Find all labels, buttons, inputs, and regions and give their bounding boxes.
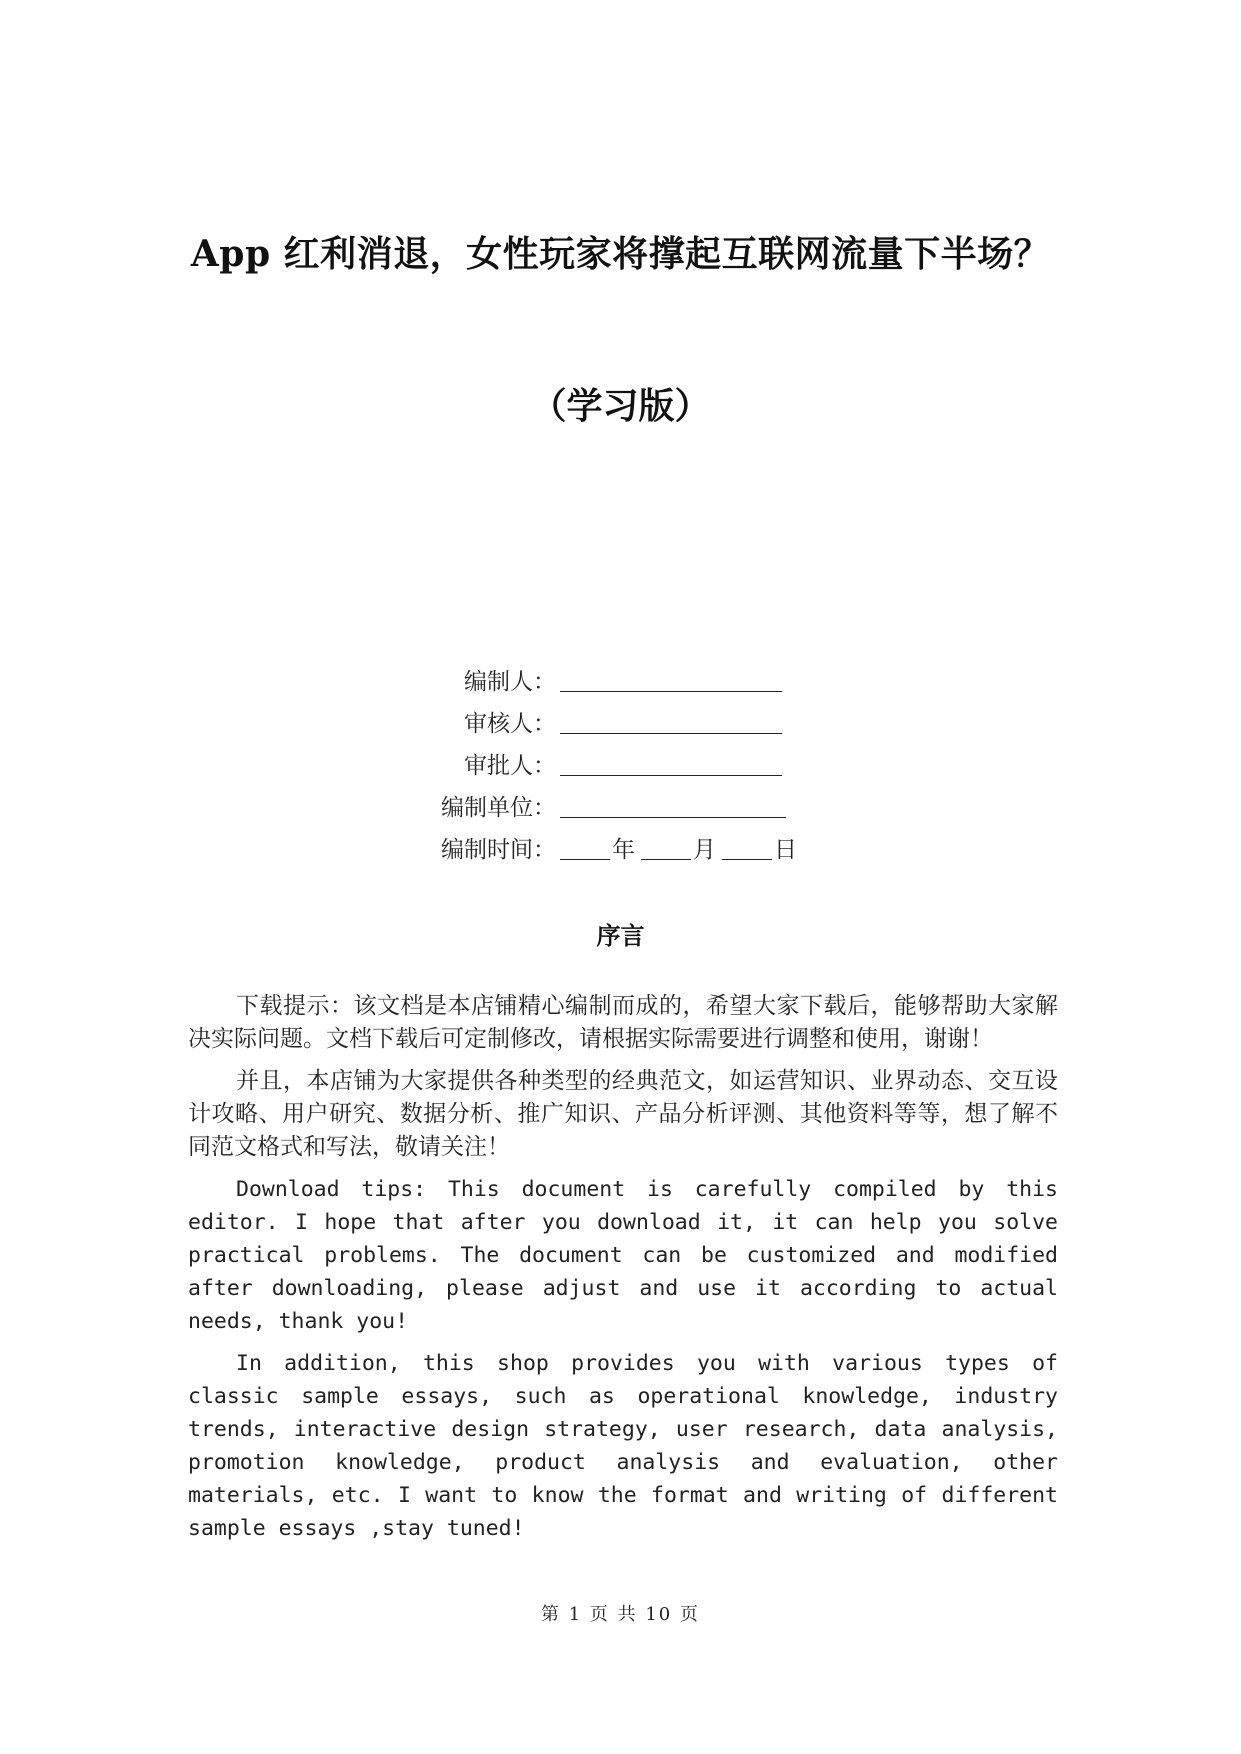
editor-label: 编制人：: [464, 668, 556, 695]
approver-label: 审批人：: [464, 752, 556, 779]
preface-paragraph-en-2: In addition, this shop provides you with various types of classic sample essays, such as operational knowledge, industry trends, interactive design strategy, user research, data analysis, promotion knowledge, product analysis and evaluation, other materials, etc. I want to know the format and writing of different sample essays ,stay tuned!: [188, 1351, 1058, 1541]
editor-blank-line: [560, 667, 782, 692]
document-subtitle: （学习版）: [530, 385, 711, 427]
document-title: App 红利消退，女性玩家将撑起互联网流量下半场？: [190, 233, 1051, 275]
day-blank-line: [722, 835, 772, 860]
preface-paragraph-en-1: Download tips: This document is carefully compiled by this editor. I hope that after you download it, it can help you solve practical problems. The document can be customized and modified after downloading, please adjust and use it according to actual needs, thank you!: [188, 1177, 1058, 1334]
reviewer-blank-line: [560, 709, 782, 734]
approver-row: [440, 742, 860, 784]
month-blank-line: [641, 835, 691, 860]
unit-blank-line: [560, 793, 786, 818]
preface-title: 序言: [596, 921, 645, 950]
preface-body: [188, 990, 1058, 1554]
unit-label: 编制单位：: [441, 794, 556, 821]
reviewer-label: 审核人：: [464, 710, 556, 737]
preface-paragraph-cn-2: 并且，本店铺为大家提供各种类型的经典范文，如运营知识、业界动态、交互设计攻略、用户研究、数据分析、推广知识、产品分析评测、其他资料等等，想了解不同范文格式和写法，敬请关注！: [188, 1068, 1058, 1160]
day-label: 日: [774, 836, 797, 863]
year-blank-line: [560, 835, 610, 860]
month-label: 月: [693, 836, 716, 863]
time-label: 编制时间：: [441, 836, 556, 863]
reviewer-row: [440, 700, 860, 742]
unit-row: [440, 784, 860, 826]
year-label: 年: [612, 836, 635, 863]
preface-paragraph-cn-1: 下载提示：该文档是本店铺精心编制而成的，希望大家下载后，能够帮助大家解决实际问题。文档下载后可定制修改，请根据实际需要进行调整和使用，谢谢！: [188, 993, 1058, 1052]
editor-row: [440, 658, 860, 700]
time-row: [440, 826, 860, 868]
approver-blank-line: [560, 751, 782, 776]
page-number-footer: 第 1 页 共 10 页: [541, 1604, 700, 1625]
approval-form: [440, 658, 860, 868]
